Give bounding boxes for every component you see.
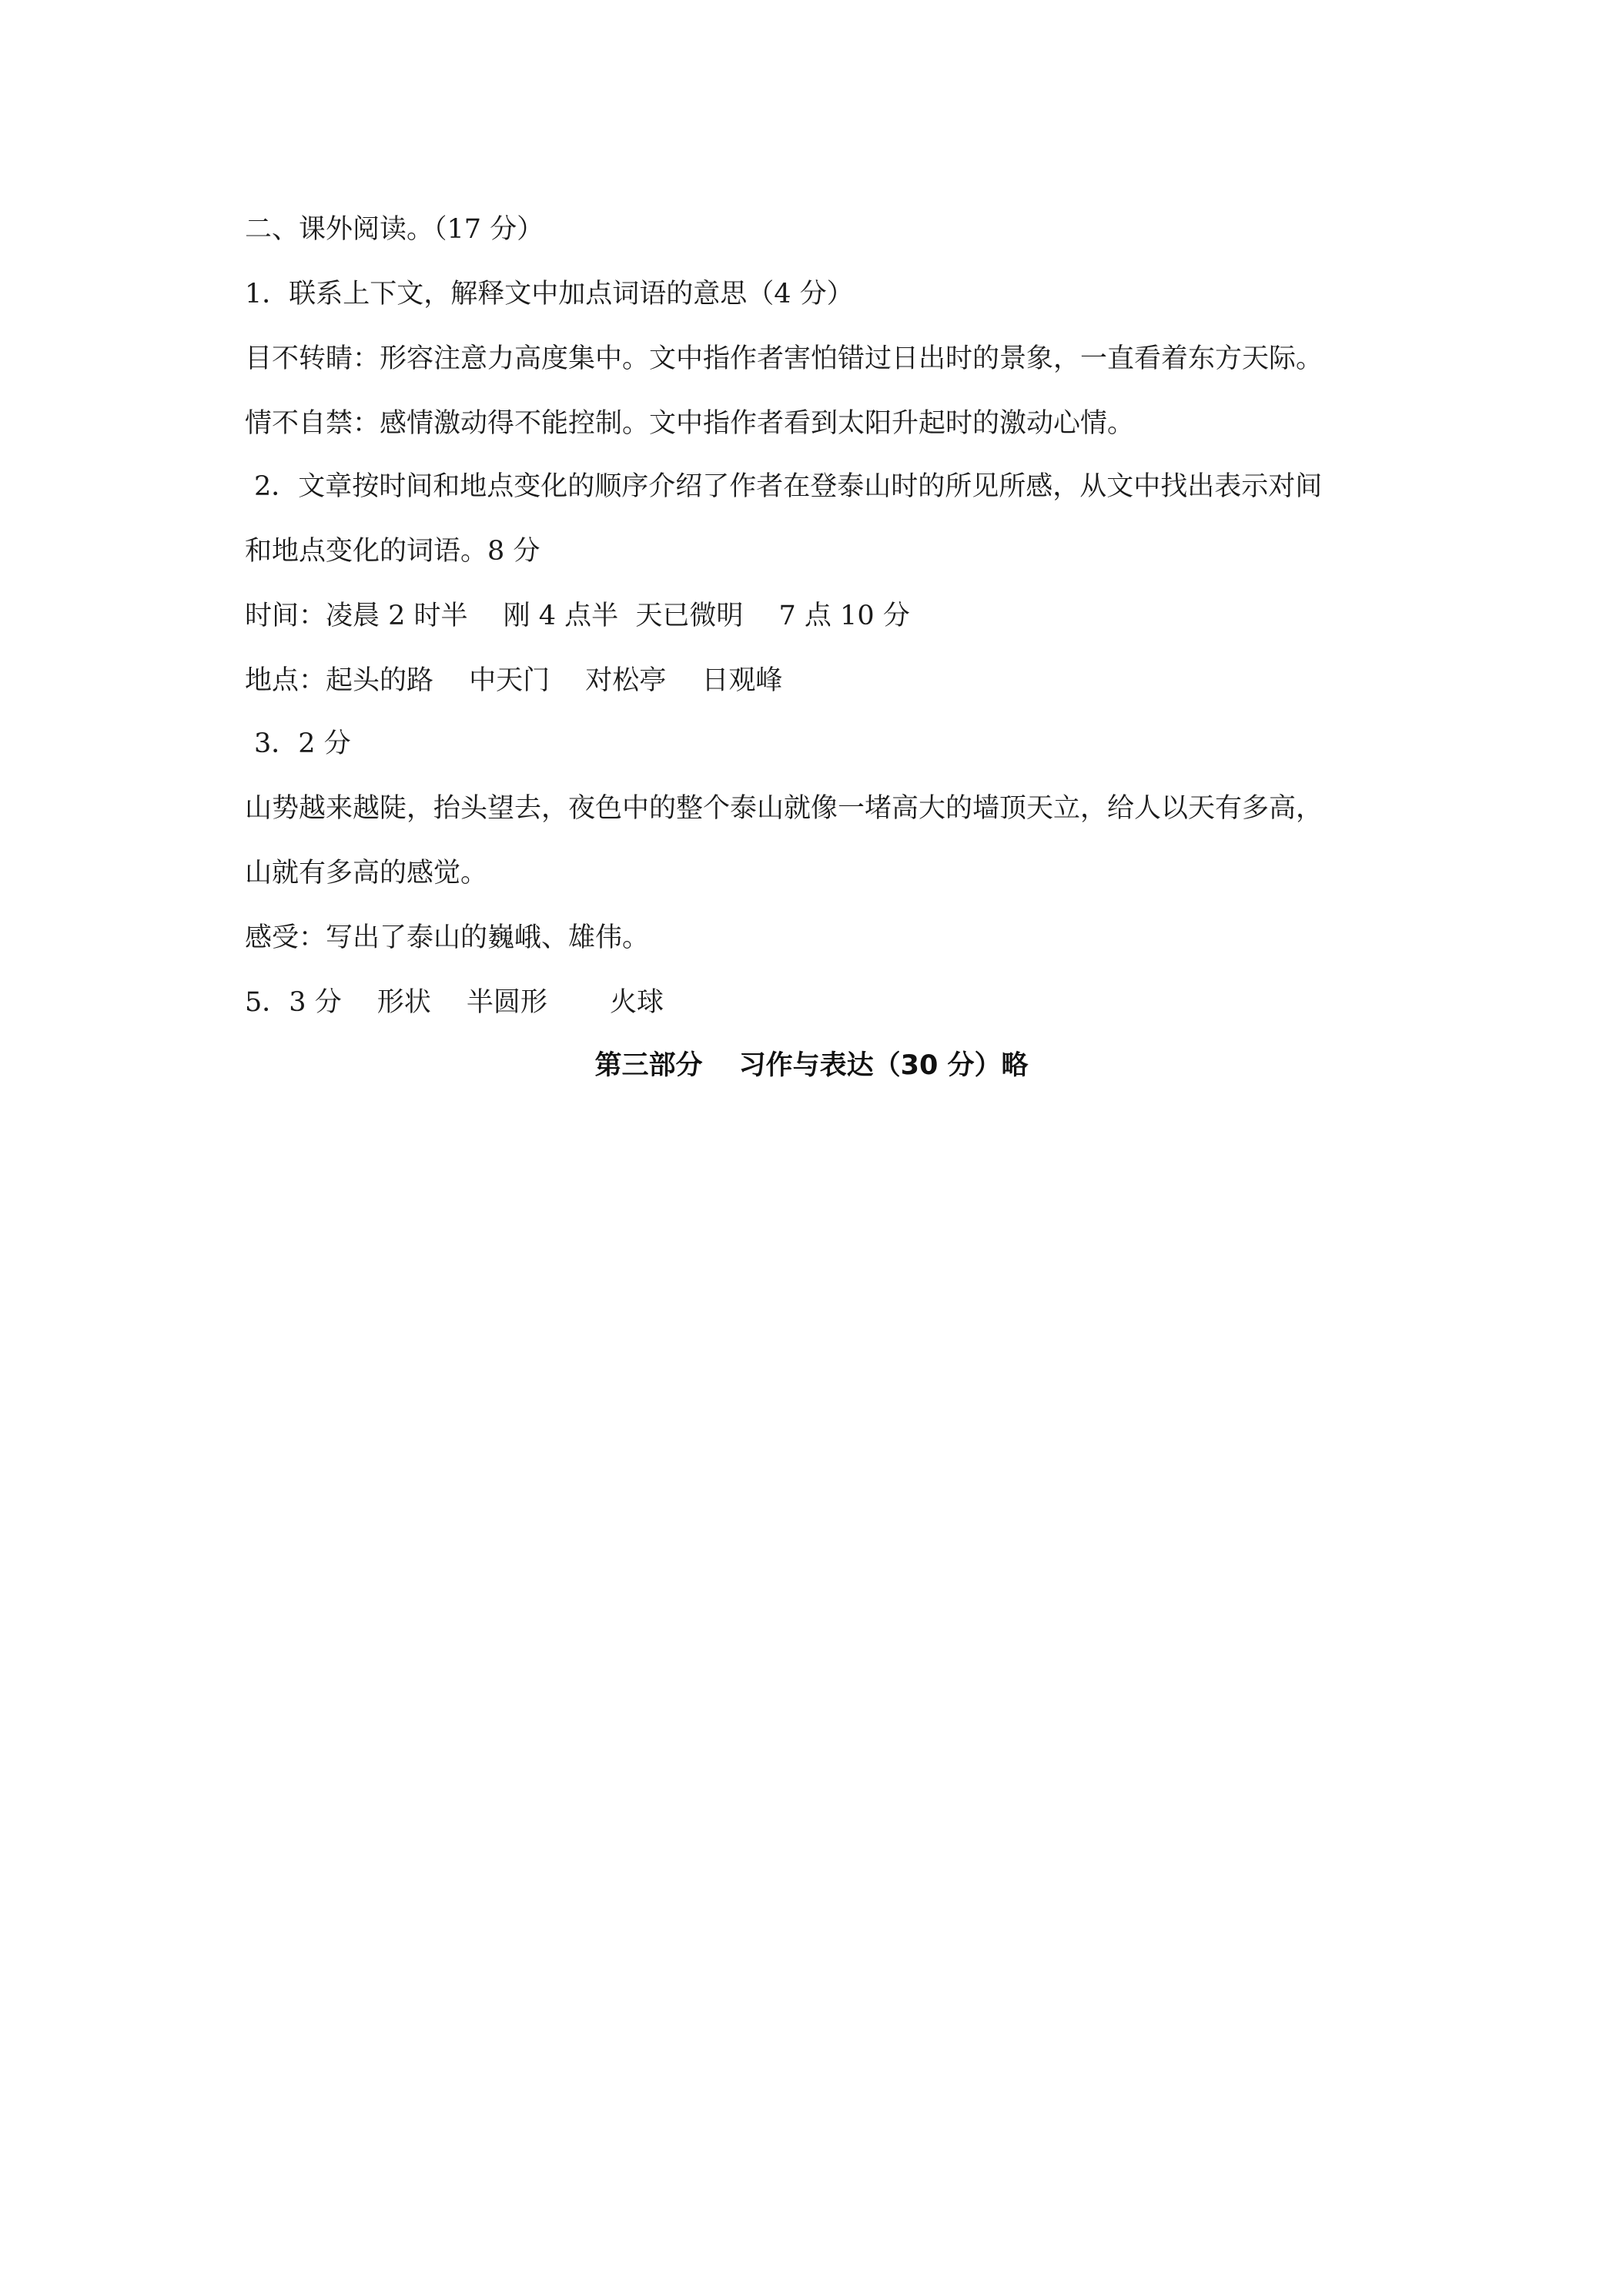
question-2-prompt-line-1: 2．文章按时间和地点变化的顺序介绍了作者在登泰山时的所见所感，从文中找出表示对间 [254, 471, 1323, 502]
section-title: 二、课外阅读。（17 分） [245, 214, 544, 245]
question-1-prompt: 1．联系上下文，解释文中加点词语的意思（4 分） [245, 279, 854, 310]
question-3-feeling: 感受：写出了泰山的巍峨、雄伟。 [245, 922, 650, 953]
question-5-answer: 5．3 分 形状 半圆形 火球 [245, 987, 664, 1018]
question-1-answer-2: 情不自禁：感情激动得不能控制。文中指作者看到太阳升起时的激动心情。 [245, 408, 1135, 439]
question-2-prompt-line-2: 和地点变化的词语。8 分 [245, 536, 540, 567]
question-3-answer-line-1: 山势越来越陡，抬头望去，夜色中的整个泰山就像一堵高大的墙顶天立，给人以天有多高， [245, 793, 1323, 824]
question-2-place-answer: 地点：起头的路 中天门 对松亭 日观峰 [245, 665, 783, 696]
question-1-answer-1: 目不转睛：形容注意力高度集中。文中指作者害怕错过日出时的景象，一直看着东方天际。 [245, 343, 1323, 374]
part-3-heading: 第三部分 习作与表达（30 分）略 [594, 1050, 1029, 1081]
question-3-answer-line-2: 山就有多高的感觉。 [245, 858, 488, 889]
question-2-time-answer: 时间：凌晨 2 时半 刚 4 点半 天已微明 7 点 10 分 [245, 601, 910, 631]
question-3-label: 3．2 分 [254, 728, 351, 759]
